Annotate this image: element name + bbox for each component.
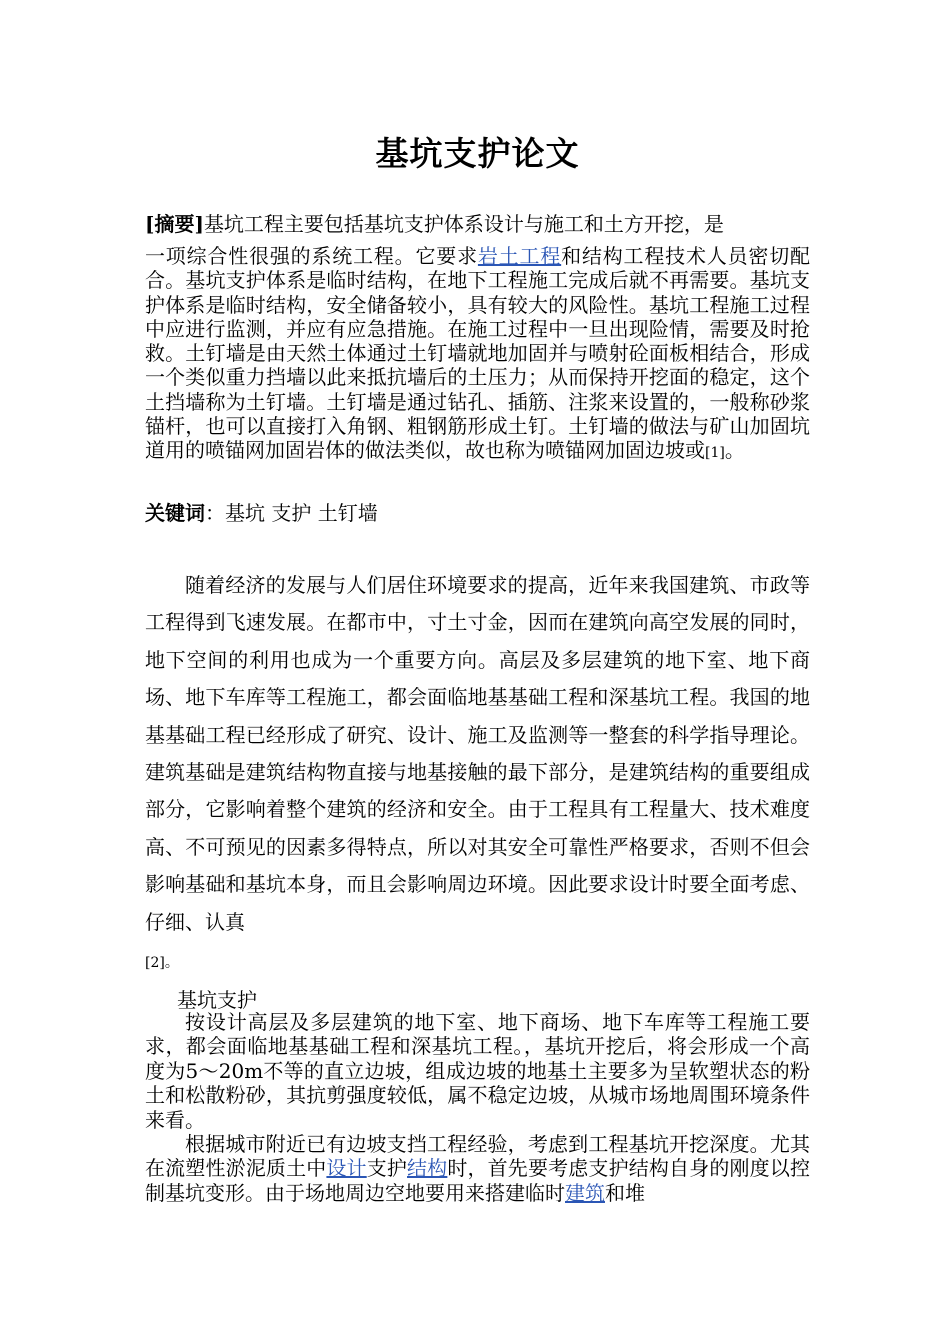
link-structure[interactable]: 结构 bbox=[407, 1156, 448, 1181]
intro-citation: [2] bbox=[145, 955, 165, 971]
link-geotechnical-engineering[interactable]: 岩土工程 bbox=[477, 244, 562, 268]
para2-text-1: 根据城市附近已有边坡支挡工程经验，考虑到工程基坑开挖深度。尤其在流塑性淤泥质土中 bbox=[145, 1132, 810, 1181]
abstract-text-after-link: 和结构工程技术人员密切配合。基坑支护体系是临时结构，在地下工程施工完成后就不再需要。基坑支护体系是临时结构，安全储备较小，具有较大的风险性。基坑工程施工过程中应进行监测，并应有应急措施。在施工过程中一旦出现险情，需要及时抢救。土钉墙是由天然土体通过土钉墙就地加固并与喷射砼面板相结合，形成一个类似重力挡墙以此来抵抗墙后的土压力；从而保持开挖面的稳定，这个土挡墙称为土钉墙。土钉墙是通过钻孔、插筋、注浆来设置的，一般称砂浆锚杆，也可以直接打入角钢、粗钢筋形成土钉。土钉墙的做法与矿山加固坑道用的喷锚网加固岩体的做法类似，故也称为喷锚网加固边坡或 bbox=[145, 244, 811, 463]
para2-text-2: 支护 bbox=[366, 1156, 408, 1181]
intro-citation-line bbox=[145, 952, 179, 972]
section-paragraph-2 bbox=[145, 1132, 810, 1205]
abstract-end: 。 bbox=[724, 438, 745, 463]
keywords-colon: ： bbox=[205, 501, 225, 525]
abstract-paragraph bbox=[145, 208, 810, 466]
document-title: 基坑支护论文 bbox=[375, 134, 580, 173]
keywords-line bbox=[145, 497, 378, 526]
abstract-text-before-link: 一项综合性很强的系统工程。它要求 bbox=[145, 244, 478, 268]
link-design[interactable]: 设计 bbox=[326, 1156, 367, 1181]
abstract-first-line bbox=[145, 208, 810, 240]
abstract-line-1: 基坑工程主要包括基坑支护体系设计与施工和土方开挖，是 bbox=[203, 212, 724, 236]
para2-text-4: 和堆 bbox=[605, 1180, 645, 1205]
link-building[interactable]: 建筑 bbox=[565, 1180, 605, 1205]
section-paragraph-1: 按设计高层及多层建筑的地下室、地下商场、地下车库等工程施工要求，都会面临地基基础工程和深基坑工程。，基坑开挖后，将会形成一个高度为5～20m不等的直立边坡，组成边坡的地基土主要多为呈软塑状态的粉土和松散粉砂，其抗剪强度较低，属不稳定边坡，从城市场地周围环境条件来看。 bbox=[145, 1010, 810, 1132]
para2-text-3: 时，首先要考虑支护结构自身的刚度以控制基坑变形。由于场地周边空地要用来搭建临时 bbox=[145, 1156, 810, 1205]
keywords-text: 基坑 支护 土钉墙 bbox=[225, 501, 378, 525]
intro-end: 。 bbox=[164, 955, 179, 971]
abstract-citation: [1] bbox=[705, 445, 725, 462]
section-heading: 基坑支护 bbox=[177, 988, 257, 1012]
abstract-label: [摘要] bbox=[145, 212, 204, 236]
intro-paragraph: 随着经济的发展与人们居住环境要求的提高，近年来我国建筑、市政等工程得到飞速发展。在都市中，寸土寸金，因而在建筑向高空发展的同时，地下空间的利用也成为一个重要方向。高层及多层建筑的地下室、地下商场、地下车库等工程施工，都会面临地基基础工程和深基坑工程。我国的地基基础工程已经形成了研究、设计、施工及监测等一整套的科学指导理论。建筑基础是建筑结构物直接与地基接触的最下部分，是建筑结构的重要组成部分，它影响着整个建筑的经济和安全。由于工程具有工程量大、技术难度高、不可预见的因素多得特点，所以对其安全可靠性严格要求，否则不但会影响基础和基坑本身，而且会影响周边环境。因此要求设计时要全面考虑、仔细、认真 bbox=[145, 573, 810, 934]
keywords-label: 关键词 bbox=[145, 501, 205, 525]
